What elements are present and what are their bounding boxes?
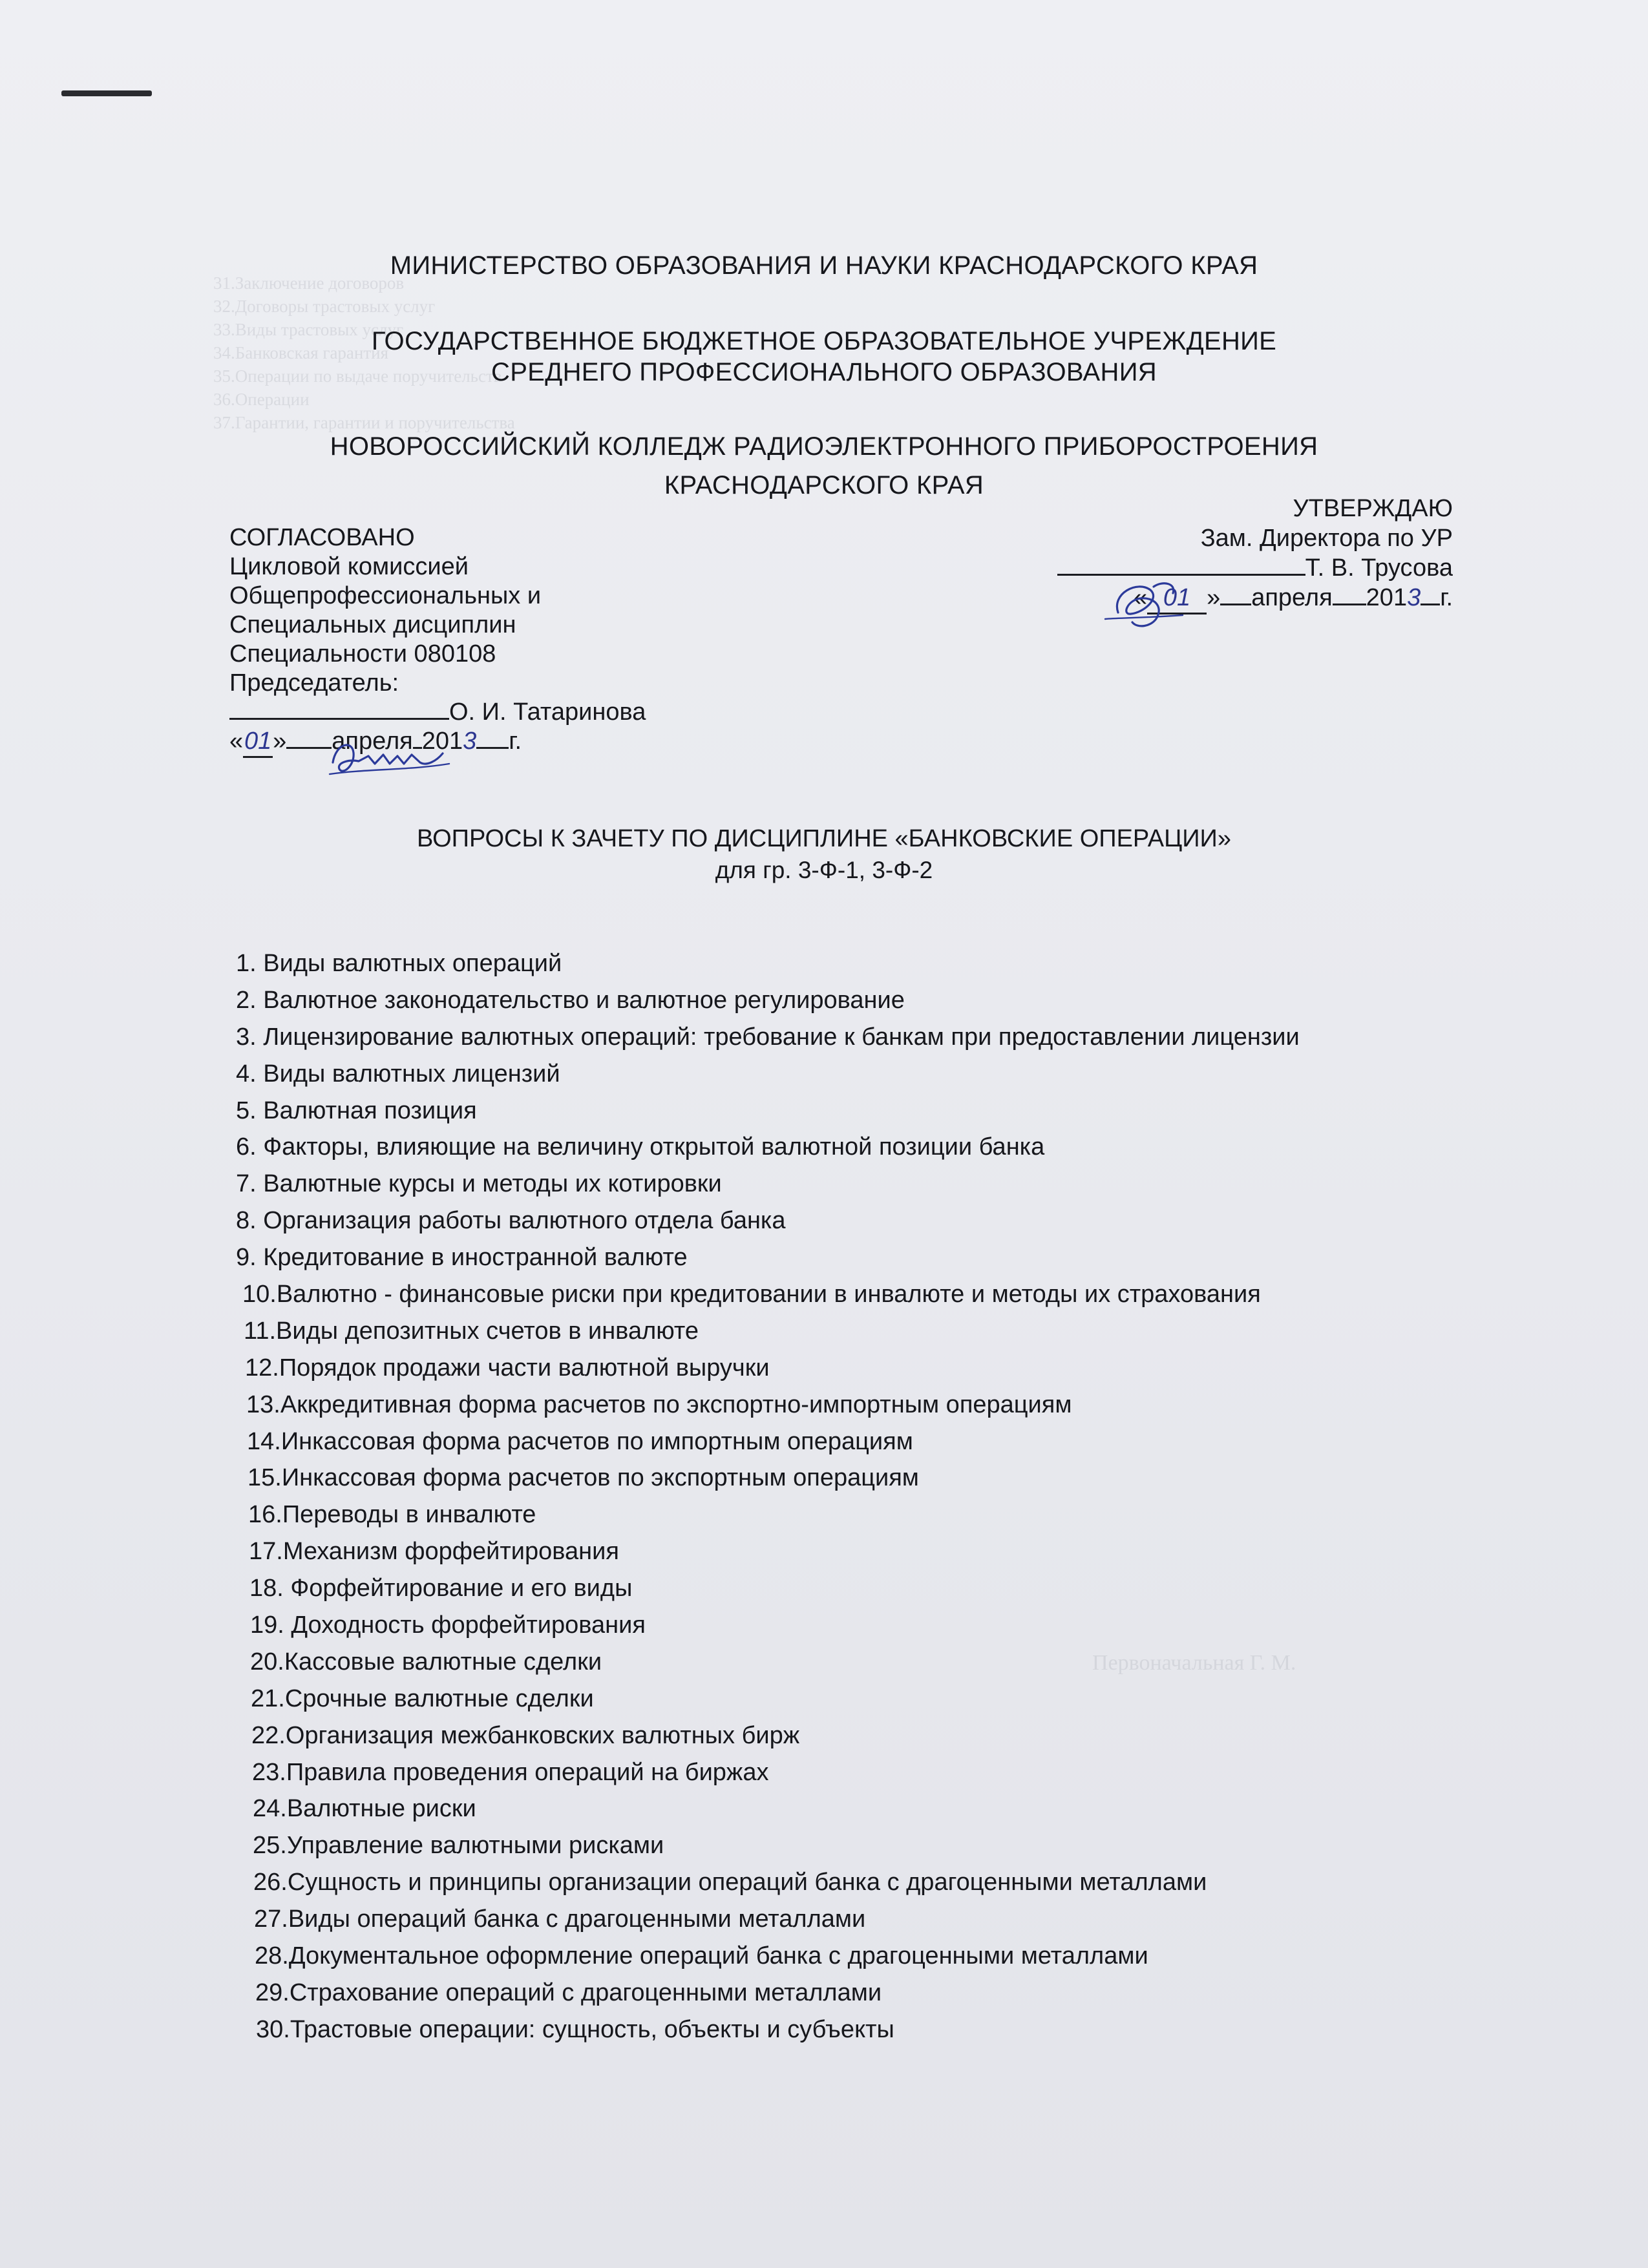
list-item: 20.Кассовые валютные сделки <box>250 1648 602 1675</box>
agreement-line: Специальности 080108 <box>229 640 496 667</box>
date-year-suffix: 3 <box>463 728 477 755</box>
questions-list <box>236 945 1300 2048</box>
date-year-prefix: 201 <box>1366 584 1408 611</box>
list-item: 23.Правила проведения операций на биржах <box>252 1758 769 1786</box>
date-blank <box>1333 604 1366 605</box>
agreement-line: Общепрофессиональных и <box>229 582 542 609</box>
list-item: 14.Инкассовая форма расчетов по импортным операциям <box>247 1427 913 1455</box>
show-through-line: 32.Договоры трастовых услуг <box>213 297 436 316</box>
list-item: 29.Страхование операций с драгоценными металлами <box>255 1979 882 2006</box>
agreement-signature <box>313 724 456 795</box>
list-item: 16.Переводы в инвалюте <box>248 1501 536 1529</box>
date-blank <box>476 747 509 749</box>
show-through-line: 34.Банковская гарантия <box>213 343 389 362</box>
college-heading-line2: КРАСНОДАРСКОГО КРАЯ <box>664 471 984 499</box>
date-day: 01 <box>1147 583 1207 614</box>
date-quote-close: » <box>1207 584 1221 611</box>
list-item: 10.Валютно - финансовые риски при кредитовании в инвалюте и методы их страхования <box>242 1281 1261 1308</box>
show-through-signature-note: Первоначальная Г. М. <box>1092 1651 1296 1675</box>
show-through-line: 35.Операции по выдаче поручительств <box>213 366 502 386</box>
agreement-line: Специальных дисциплин <box>229 611 516 638</box>
approval-heading: УТВЕРЖДАЮ <box>1293 495 1453 522</box>
date-quote-open: « <box>1133 584 1148 611</box>
institution-heading-line1: ГОСУДАРСТВЕННОЕ БЮДЖЕТНОЕ ОБРАЗОВАТЕЛЬНОЕ УЧРЕЖДЕНИЕ <box>371 327 1277 355</box>
list-item: 1. Виды валютных операций <box>236 950 562 977</box>
signature-blank <box>229 718 449 720</box>
show-through-line: 33.Виды трастовых услуг <box>213 320 404 339</box>
show-through-line: 36.Операции <box>213 390 310 409</box>
approval-signer: Т. В. Трусова <box>1305 554 1453 582</box>
show-through-line: 37.Гарантии, гарантии и поручительства <box>213 413 515 432</box>
list-item: 21.Срочные валютные сделки <box>251 1685 594 1712</box>
list-item: 30.Трастовые операции: сущность, объекты и субъекты <box>256 2015 894 2043</box>
date-unit: г. <box>509 728 522 755</box>
approval-position: Зам. Директора по УР <box>1200 525 1453 552</box>
date-day: 01 <box>243 727 273 758</box>
agreement-heading: СОГЛАСОВАНО <box>229 524 415 551</box>
list-item: 11.Виды депозитных счетов в инвалюте <box>244 1317 699 1345</box>
date-unit: г. <box>1440 584 1453 611</box>
list-item: 7. Валютные курсы и методы их котировки <box>236 1170 722 1198</box>
agreement-line: Председатель: <box>229 669 399 697</box>
list-item: 15.Инкассовая форма расчетов по экспортным операциям <box>248 1464 919 1492</box>
list-item: 6. Факторы, влияющие на величину открытой валютной позиции банка <box>236 1133 1045 1161</box>
show-through-line: 31.Заключение договоров <box>213 273 405 293</box>
list-item: 12.Порядок продажи части валютной выручки <box>245 1354 770 1381</box>
document-subtitle: для гр. 3-Ф-1, 3-Ф-2 <box>715 857 933 883</box>
list-item: 25.Управление валютными рисками <box>253 1832 664 1860</box>
agreement-signer: О. И. Татаринова <box>449 698 646 726</box>
list-item: 24.Валютные риски <box>253 1795 476 1823</box>
list-item: 9. Кредитование в иностранной валюте <box>236 1244 688 1272</box>
date-year-prefix: 201 <box>421 728 463 755</box>
ministry-heading: МИНИСТЕРСТВО ОБРАЗОВАНИЯ И НАУКИ КРАСНОДАРСКОГО КРАЯ <box>390 251 1258 280</box>
agreement-line: Цикловой комиссией <box>229 553 469 580</box>
list-item: 17.Механизм форфейтирования <box>249 1538 619 1566</box>
list-item: 13.Аккредитивная форма расчетов по экспортно-импортным операциям <box>246 1391 1072 1418</box>
list-item: 2. Валютное законодательство и валютное регулирование <box>236 986 905 1014</box>
list-item: 5. Валютная позиция <box>236 1097 477 1124</box>
college-heading-line1: НОВОРОССИЙСКИЙ КОЛЛЕДЖ РАДИОЭЛЕКТРОННОГО ПРИБОРОСТРОЕНИЯ <box>330 432 1318 461</box>
list-item: 3. Лицензирование валютных операций: требование к банкам при предоставлении лицензии <box>236 1023 1300 1051</box>
list-item: 26.Сущность и принципы организации операций банка с драгоценными металлами <box>253 1869 1207 1896</box>
date-quote-close: » <box>273 728 287 755</box>
scan-edge-mark <box>61 90 152 96</box>
date-blank <box>1421 604 1440 605</box>
list-item: 27.Виды операций банка с драгоценными металлами <box>254 1906 866 1933</box>
date-month: апреля <box>332 728 413 755</box>
document-title: ВОПРОСЫ К ЗАЧЕТУ ПО ДИСЦИПЛИНЕ «БАНКОВСКИЕ ОПЕРАЦИИ» <box>417 825 1231 852</box>
date-year-suffix: 3 <box>1407 584 1421 611</box>
list-item: 22.Организация межбанковских валютных бирж <box>251 1721 800 1749</box>
institution-heading-line2: СРЕДНЕГО ПРОФЕССИОНАЛЬНОГО ОБРАЗОВАНИЯ <box>491 358 1157 386</box>
list-item: 28.Документальное оформление операций банка с драгоценными металлами <box>255 1942 1148 1970</box>
date-quote-open: « <box>229 728 244 755</box>
approval-signature <box>1092 567 1196 645</box>
list-item: 4. Виды валютных лицензий <box>236 1060 560 1087</box>
list-item: 18. Форфейтирование и его виды <box>249 1575 633 1602</box>
agreement-block <box>229 523 646 756</box>
date-month: апреля <box>1251 584 1333 611</box>
date-blank <box>1220 604 1251 605</box>
list-item: 8. Организация работы валютного отдела банка <box>236 1207 786 1235</box>
agreement-signature-line <box>229 698 646 727</box>
list-item: 19. Доходность форфейтирования <box>250 1612 646 1639</box>
